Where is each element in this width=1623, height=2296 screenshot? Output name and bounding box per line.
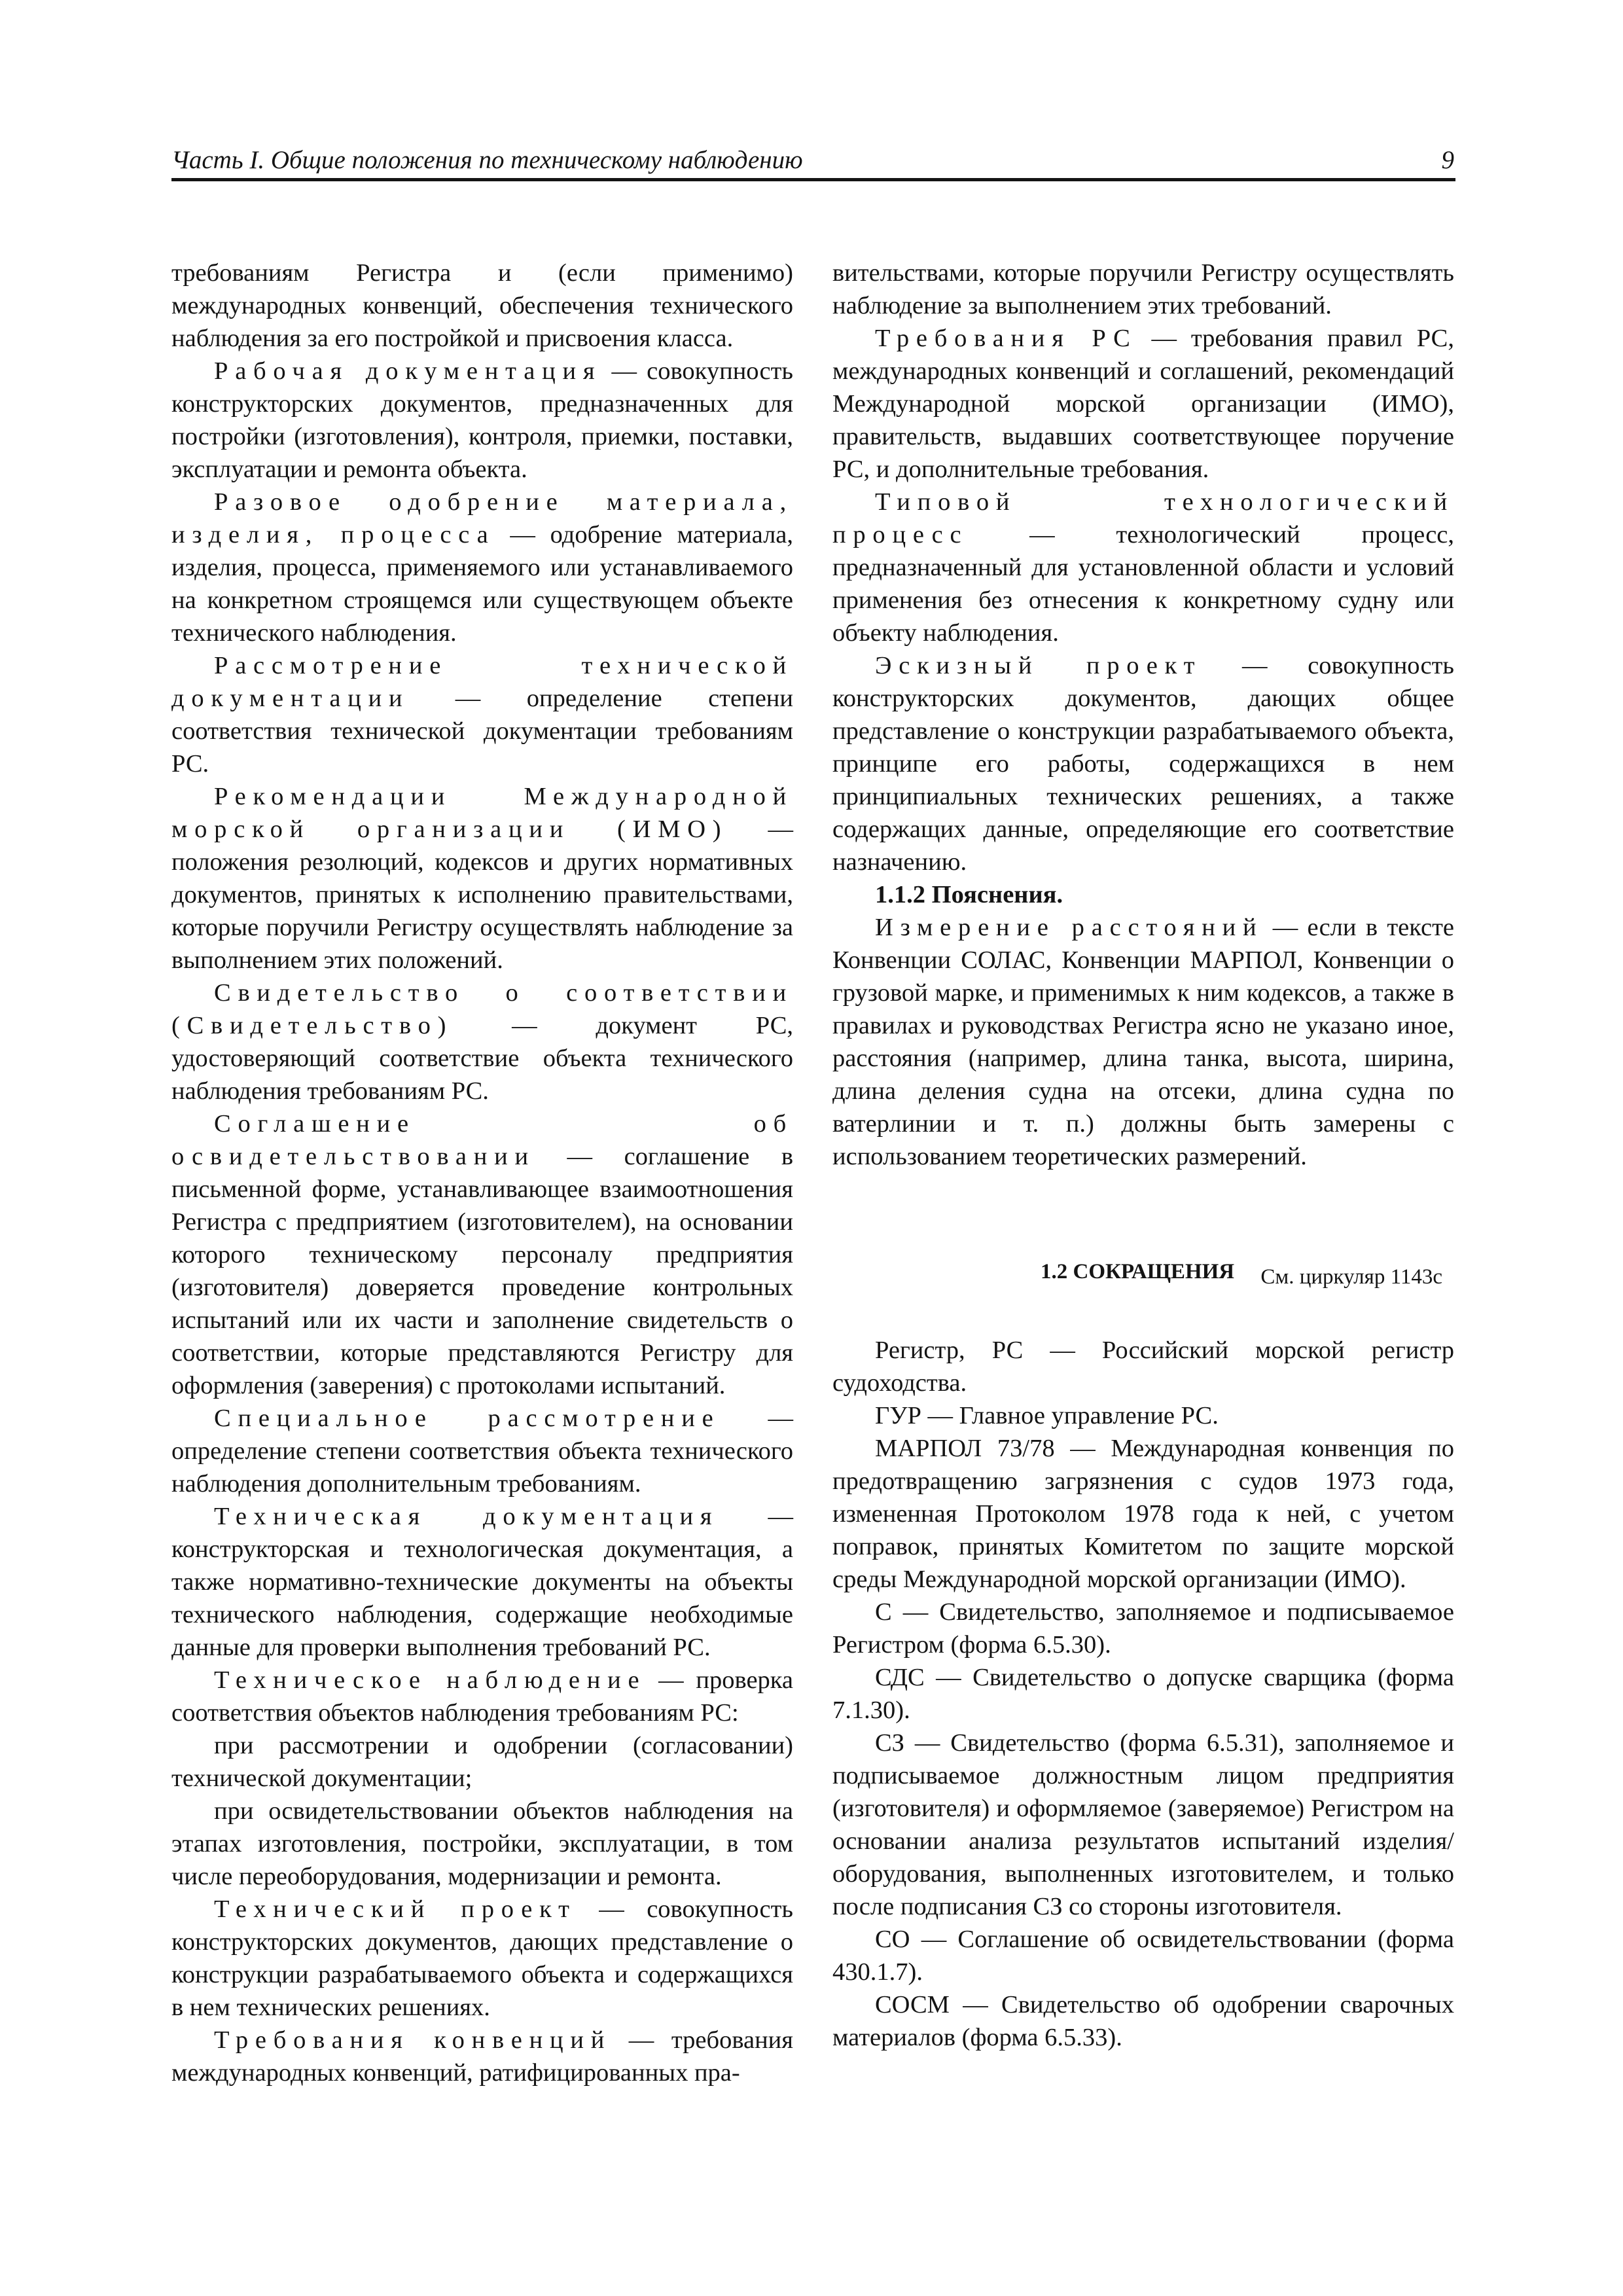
left-column	[171, 257, 793, 2089]
paragraph: вительствами, которые поручили Регистру осуществлять наблюдение за выполнением этих требований.	[832, 259, 1454, 319]
definition-rs-requirements: Требования РС — требования правил РС, международных конвенций и соглашений, рекомендаций Международной морской организации (ИМО), правительств, выдавших соответствующее поручение РС, и дополнительные требования.	[832, 325, 1454, 483]
right-column	[832, 257, 1454, 2054]
term: Измерение расстояний	[875, 914, 1264, 941]
term: Требования конвенций	[214, 2026, 612, 2054]
paragraph: требованиям Регистра и (если применимо) международных конвенций, обеспечения технического наблюдения за его постройкой и присвоения класса.	[171, 259, 793, 352]
definition-certificate-of-conformity: Свидетельство о соответствии (Свидетельство) — документ РС, удостоверяющий соответствие объекта технического наблюдения требованиям РС.	[171, 979, 793, 1105]
definition-documentation-review: Рассмотрение технической документации — определение степени соответствия технической документации требованиям РС.	[171, 652, 793, 778]
paragraph: при освидетельствовании объектов наблюдения на этапах изготовления, постройки, эксплуатации, в том числе переоборудования, модернизации и ремонта.	[171, 1797, 793, 1890]
definition-one-time-approval: Разовое одобрение материала, изделия, процесса — одобрение материала, изделия, процесса, применяемого или устанавливаемого на конкретном строящемся или существующем объекте технического наблюдения.	[171, 488, 793, 647]
term: Рассмотрение технической документации	[171, 652, 793, 712]
definition-draft-design: Эскизный проект — совокупность конструкторских документов, дающих общее представление о конструкции разрабатываемого объекта, принципе его работы, содержащихся в нем принципиальных технических решениях, а также содержащих данные, определяющие его соответствие назначению.	[832, 652, 1454, 876]
term: Технический проект	[214, 1895, 577, 1923]
definition-technical-supervision: Техническое наблюдение — проверка соответствия объектов наблюдения требованиям РС:	[171, 1666, 793, 1727]
abbreviation-item: С — Свидетельство, заполняемое и подписываемое Регистром (форма 6.5.30).	[832, 1598, 1454, 1659]
abbreviation-item: СО — Соглашение об освидетельствовании (форма 430.1.7).	[832, 1926, 1454, 1986]
header-rule	[171, 178, 1455, 181]
definition-working-documentation: Рабочая документация — совокупность конструкторских документов, предназначенных для постройки (изготовления), контроля, приемки, поставки, эксплуатации и ремонта объекта.	[171, 357, 793, 483]
definition-technical-documentation: Техническая документация — конструкторская и технологическая документация, а также нормативно-технические документы на объекты технического наблюдения, содержащие необходимые данные для проверки выполнения требований РС.	[171, 1503, 793, 1661]
abbreviation-item: МАРПОЛ 73/78 — Международная конвенция по предотвращению загрязнения с судов 1973 года, измененная Протоколом 1978 года к ней, с учетом поправок, принятых Комитетом по защите морской среды Международной морской организации (ИМО).	[832, 1435, 1454, 1593]
page-number: 9	[1441, 146, 1454, 174]
definition-typical-process: Типовой технологический процесс — технологический процесс, предназначенный для установленной области и условий применения без отнесения к конкретному судну или объекту наблюдения.	[832, 488, 1454, 647]
spacer	[832, 1308, 1454, 1334]
circular-note: См. циркуляр 1143с	[1260, 1265, 1442, 1289]
definition-special-consideration: Специальное рассмотрение — определение степени соответствия объекта технического наблюдения дополнительным требованиям.	[171, 1405, 793, 1498]
term: Рекомендации Международной морской организации (ИМО)	[171, 783, 793, 843]
term: Специальное рассмотрение	[214, 1405, 721, 1432]
definition-imo-recommendations: Рекомендации Международной морской организации (ИМО) — положения резолюций, кодексов и других нормативных документов, принятых к исполнению правительствами, которые поручили Регистру осуществлять наблюдение за выполнением этих положений.	[171, 783, 793, 974]
section-header	[832, 1253, 1454, 1308]
running-title: Часть I. Общие положения по техническому наблюдению	[171, 146, 803, 174]
definition-survey-agreement: Соглашение об освидетельствовании — соглашение в письменной форме, устанавливающее взаимоотношения Регистра с предприятием (изготовителем), на основании которого техническому персоналу предприятия (изготовителя) доверяется проведение контрольных испытаний или их части и заполнение свидетельств о соответствии, которые представляются Регистру для оформления (заверения) с протоколами испытаний.	[171, 1110, 793, 1399]
definition-technical-design: Технический проект — совокупность конструкторских документов, дающих представление о конструкции разрабатываемого объекта и содержащихся в нем технических решениях.	[171, 1895, 793, 2021]
term: Соглашение об освидетельствовании	[171, 1110, 793, 1170]
abbreviation-item: СЗ — Свидетельство (форма 6.5.31), заполняемое и подписываемое должностным лицом предприятия (изготовителя) и оформляемое (заверяемое) Регистром на основании анализа результатов испытаний изделия/оборудования, выполненных изготовителем, и только после подписания СЗ со стороны изготовителя.	[832, 1729, 1454, 1920]
abbreviation-item: СОСМ — Свидетельство об одобрении сварочных материалов (форма 6.5.33).	[832, 1991, 1454, 2051]
page-header	[171, 145, 1454, 178]
abbreviation-item: СДС — Свидетельство о допуске сварщика (форма 7.1.30).	[832, 1664, 1454, 1724]
term: Свидетельство о соответствии (Свидетельство)	[171, 979, 793, 1039]
abbreviation-item: Регистр, РС — Российский морской регистр судоходства.	[832, 1336, 1454, 1397]
subsection-heading: 1.1.2 Пояснения.	[875, 881, 1063, 908]
spacer	[832, 1173, 1454, 1253]
abbreviation-item: ГУР — Главное управление РС.	[875, 1402, 1219, 1429]
term: Техническое наблюдение	[214, 1666, 647, 1694]
definition-convention-requirements: Требования конвенций — требования международных конвенций, ратифицированных пра-	[171, 2026, 793, 2087]
term: Требования РС	[875, 325, 1137, 352]
term: Эскизный проект	[875, 652, 1202, 679]
term: Техническая документация	[214, 1503, 719, 1530]
definition-distance-measurement: Измерение расстояний — если в тексте Конвенции СОЛАС, Конвенции МАРПОЛ, Конвенции о грузовой марке, и применимых к ним кодексов, а также в правилах и руководствах Регистра ясно не указано иное, расстояния (например, длина танка, высота, ширина, длина деления судна на отсеки, длина судна по ватерлинии и т. п.) должны быть замерены с использованием теоретических размерений.	[832, 914, 1454, 1170]
paragraph: при рассмотрении и одобрении (согласовании) технической документации;	[171, 1732, 793, 1792]
term: Типовой технологический процесс	[832, 488, 1454, 548]
term: Рабочая документация	[214, 357, 602, 385]
term: Разовое одобрение материала, изделия, процесса	[171, 488, 793, 548]
section-title: 1.2 СОКРАЩЕНИЯ	[1041, 1260, 1235, 1283]
